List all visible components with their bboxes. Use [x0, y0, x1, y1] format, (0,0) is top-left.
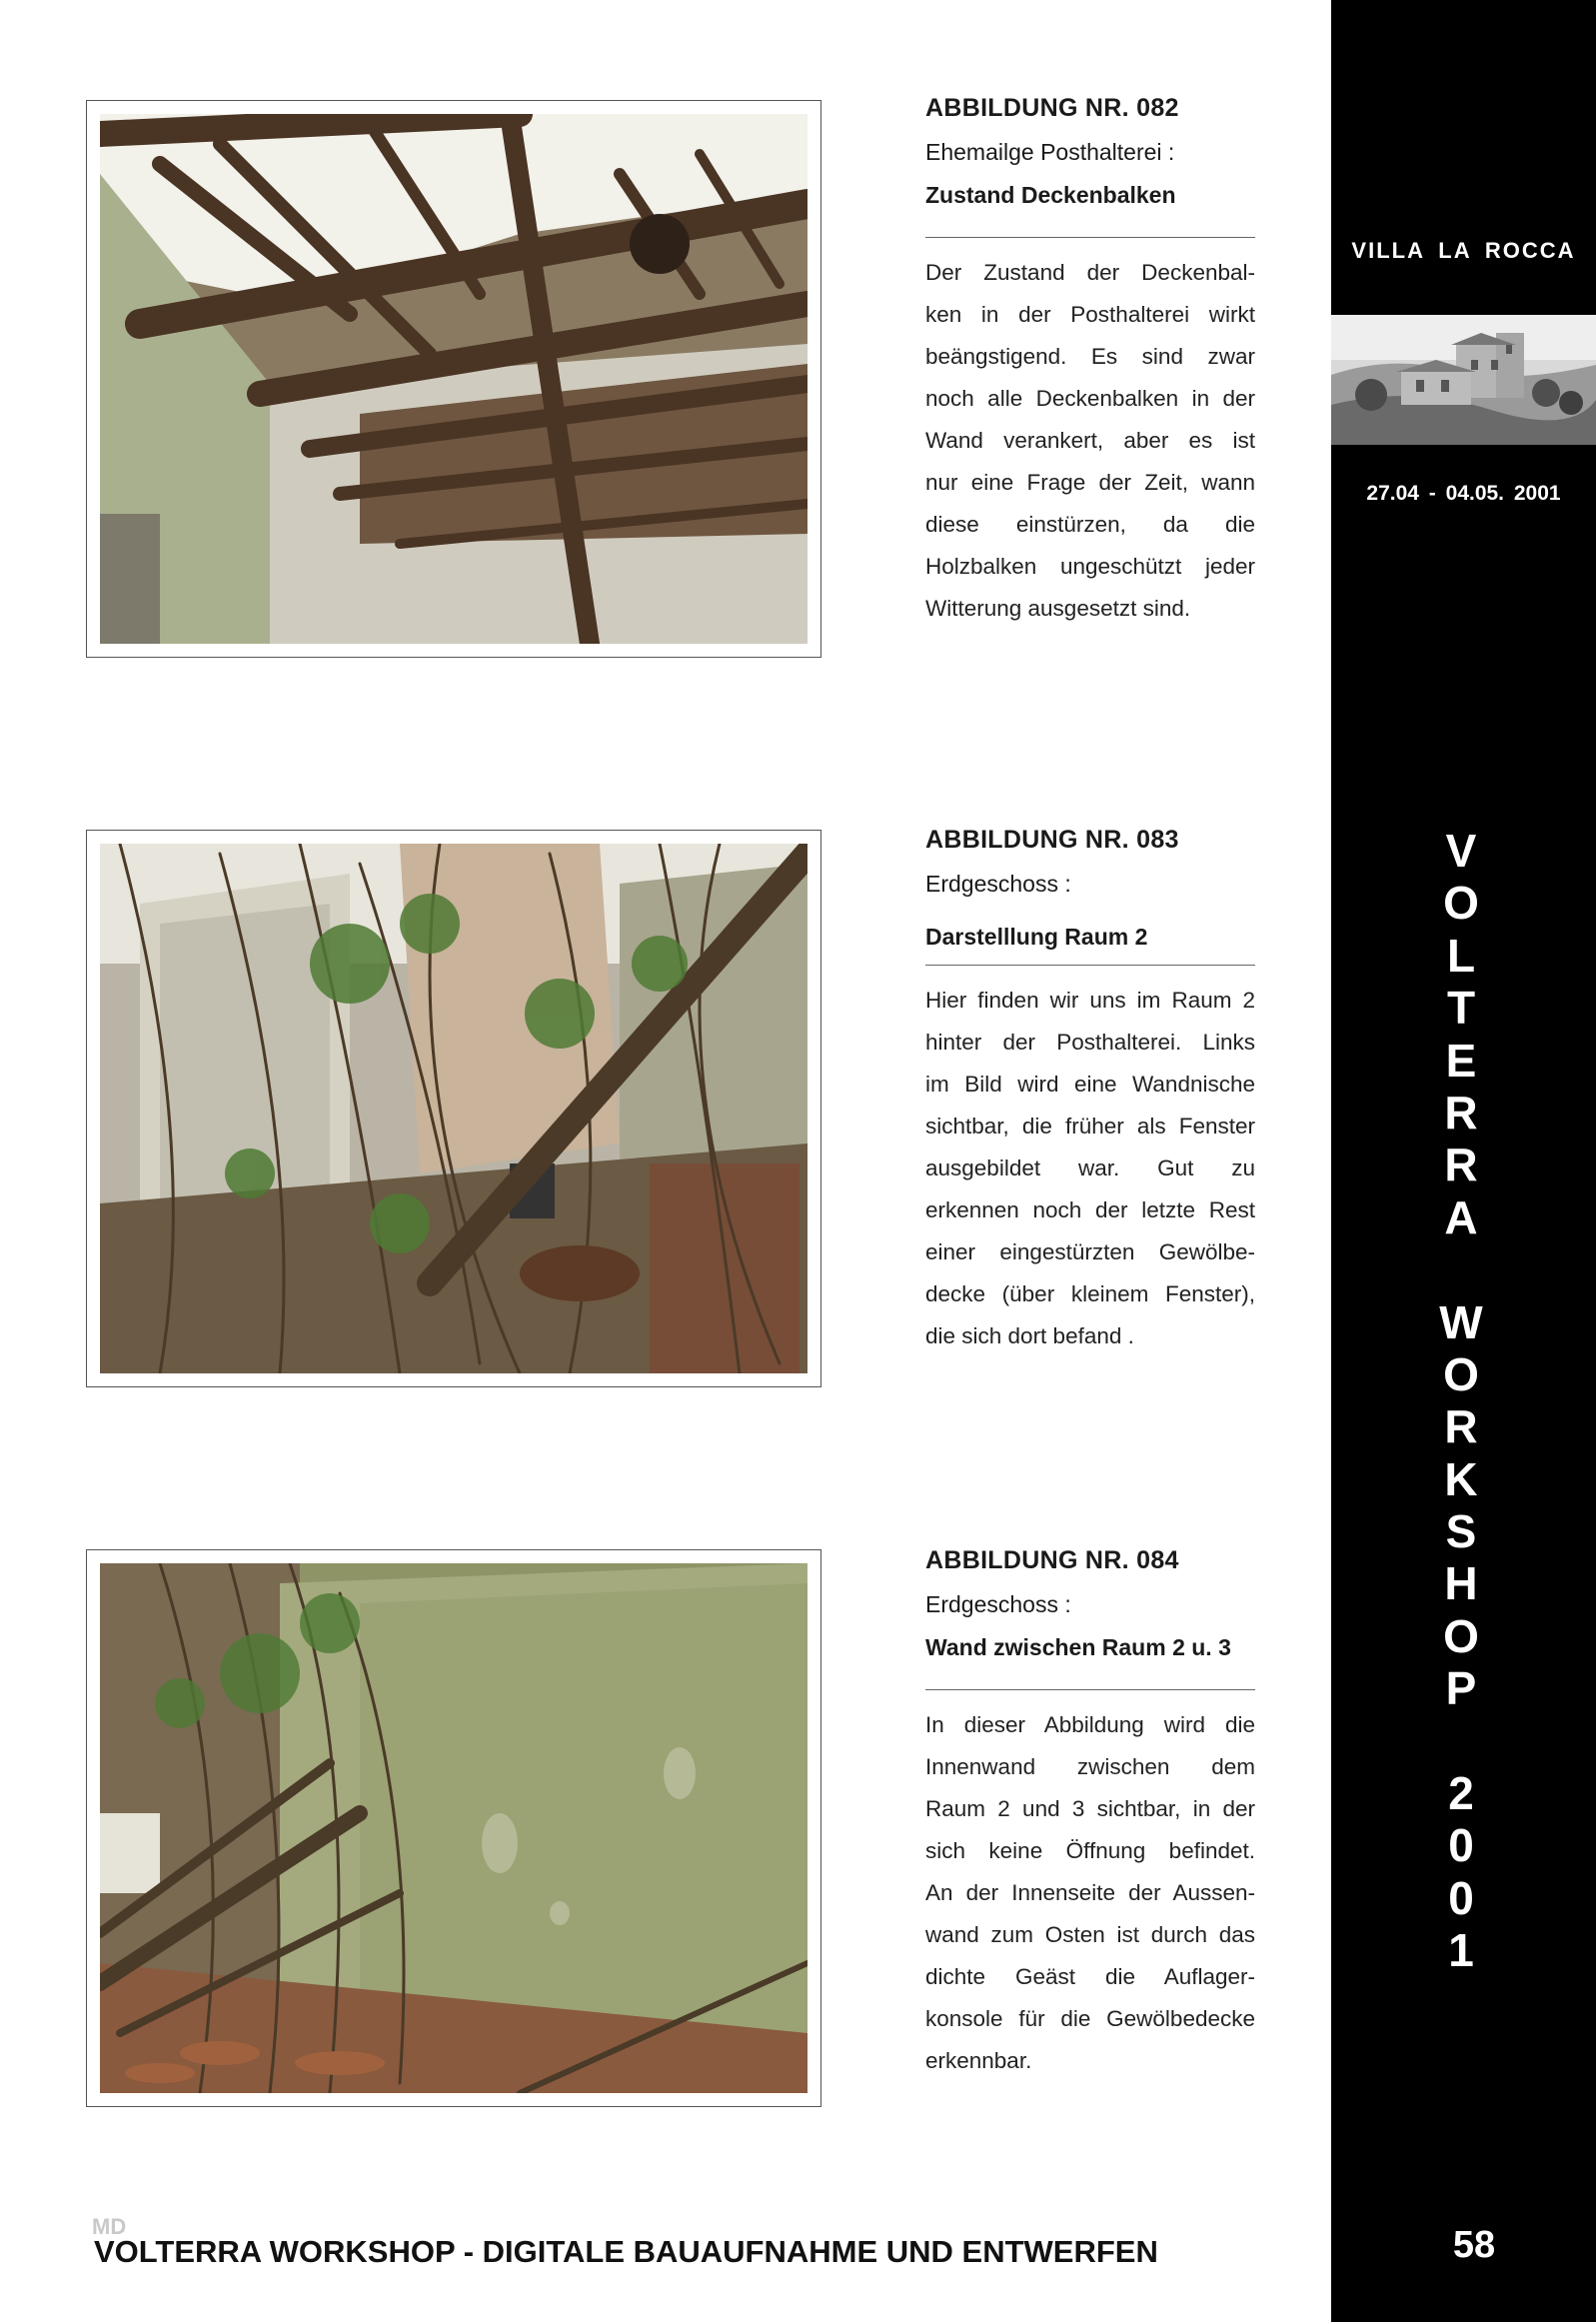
- figure-location: Erdgeschoss :: [925, 1591, 1071, 1617]
- divider: [925, 965, 1255, 966]
- description-line: decke (über kleinem Fenster),: [925, 1281, 1255, 1306]
- vertical-letter: O: [1443, 1609, 1479, 1662]
- description-line: Raum 2 und 3 sichtbar, in der: [925, 1796, 1255, 1821]
- vertical-letter: 0: [1448, 1871, 1474, 1924]
- photo-wall-room-2-3: [86, 1549, 821, 2107]
- description-line: Wand verankert, aber es ist: [925, 428, 1255, 453]
- figure-subject: Zustand Deckenbalken: [925, 182, 1176, 208]
- vertical-letter: 1: [1448, 1924, 1474, 1977]
- figure-title: ABBILDUNG NR. 083: [925, 826, 1179, 854]
- vertical-letter: V: [1445, 825, 1477, 877]
- description-line: einer eingestürzten Gewölbe-: [925, 1239, 1255, 1264]
- figure-location: Erdgeschoss :: [925, 871, 1071, 897]
- vertical-letter: H: [1444, 1557, 1478, 1610]
- description-line: hinter der Posthalterei. Links: [925, 1030, 1255, 1055]
- vertical-letter: L: [1446, 929, 1476, 982]
- description-line: Innenwand zwischen dem: [925, 1754, 1255, 1779]
- description-line: dichte Geäst die Auflager-: [925, 1964, 1255, 1989]
- description-line: die sich dort befand .: [925, 1323, 1134, 1348]
- description-line: noch alle Deckenbalken in der: [925, 386, 1255, 411]
- photo-ceiling-beams: [86, 100, 821, 658]
- description-line: Der Zustand der Deckenbal-: [925, 260, 1255, 285]
- vertical-letter: R: [1444, 1400, 1478, 1453]
- author-mark: MD: [92, 2214, 127, 2239]
- vertical-letter: P: [1445, 1662, 1477, 1715]
- figure-title: ABBILDUNG NR. 082: [925, 94, 1179, 122]
- description-line: ausgebildet war. Gut zu: [925, 1156, 1255, 1180]
- page-number: 58: [1452, 2224, 1496, 2266]
- vertical-letter: T: [1446, 982, 1476, 1035]
- vertical-letter: K: [1444, 1452, 1478, 1505]
- vertical-letter: [1411, 1715, 1511, 1767]
- vertical-letter: 0: [1448, 1819, 1474, 1872]
- caption-figure-082: [925, 94, 1255, 630]
- photo-room-2: [86, 830, 821, 1387]
- description-line: Witterung ausgesetzt sind.: [925, 596, 1191, 621]
- vertical-letter: [1411, 1243, 1511, 1295]
- description-line: konsole für die Gewölbedecke: [925, 2006, 1255, 2031]
- description-line: Hier finden wir uns im Raum 2: [925, 988, 1255, 1013]
- figure-title: ABBILDUNG NR. 084: [925, 1546, 1179, 1574]
- description-line: wand zum Osten ist durch das: [925, 1922, 1255, 1947]
- footer-title: VOLTERRA WORKSHOP - DIGITALE BAUAUFNAHME UND ENTWERFEN: [94, 2234, 1158, 2269]
- vertical-title: [1411, 825, 1511, 1977]
- description-line: erkennbar.: [925, 2048, 1032, 2073]
- villa-thumbnail-photo: [1331, 315, 1596, 445]
- vertical-letter: E: [1445, 1034, 1477, 1087]
- vertical-letter: S: [1445, 1505, 1477, 1558]
- caption-figure-084: [925, 1546, 1255, 2082]
- vertical-letter: O: [1443, 877, 1479, 930]
- description-line: sichtbar, die früher als Fenster: [925, 1114, 1255, 1139]
- figure-subject: Darstelllung Raum 2: [925, 924, 1148, 950]
- description-line: Holzbalken ungeschützt jeder: [925, 554, 1255, 579]
- description-line: nur eine Frage der Zeit, wann: [925, 470, 1255, 495]
- vertical-letter: 2: [1448, 1767, 1474, 1820]
- vertical-letter: W: [1439, 1295, 1483, 1348]
- description-line: diese einstürzen, da die: [925, 512, 1255, 537]
- description-line: ken in der Posthalterei wirkt: [925, 302, 1255, 327]
- workshop-dates: 27.04 - 04.05. 2001: [1366, 482, 1561, 505]
- description-line: beängstigend. Es sind zwar: [925, 344, 1255, 369]
- caption-figure-083: [925, 826, 1255, 1357]
- figure-description: [925, 252, 1255, 630]
- project-name: VILLA LA ROCCA: [1351, 238, 1576, 263]
- divider: [925, 1689, 1255, 1690]
- description-line: An der Innenseite der Aussen-: [925, 1880, 1255, 1905]
- divider: [925, 237, 1255, 238]
- vertical-letter: O: [1443, 1347, 1479, 1400]
- vertical-letter: R: [1444, 1086, 1478, 1139]
- description-line: im Bild wird eine Wandnische: [925, 1072, 1255, 1097]
- vertical-letter: A: [1444, 1190, 1478, 1243]
- figure-subject: Wand zwischen Raum 2 u. 3: [925, 1634, 1231, 1660]
- vertical-letter: R: [1444, 1139, 1478, 1191]
- description-line: sich keine Öffnung befindet.: [925, 1838, 1255, 1863]
- figure-description: [925, 980, 1255, 1357]
- description-line: In dieser Abbildung wird die: [925, 1712, 1255, 1737]
- figure-description: [925, 1704, 1255, 2082]
- figure-location: Ehemailge Posthalterei :: [925, 139, 1175, 165]
- description-line: erkennen noch der letzte Rest: [925, 1197, 1255, 1222]
